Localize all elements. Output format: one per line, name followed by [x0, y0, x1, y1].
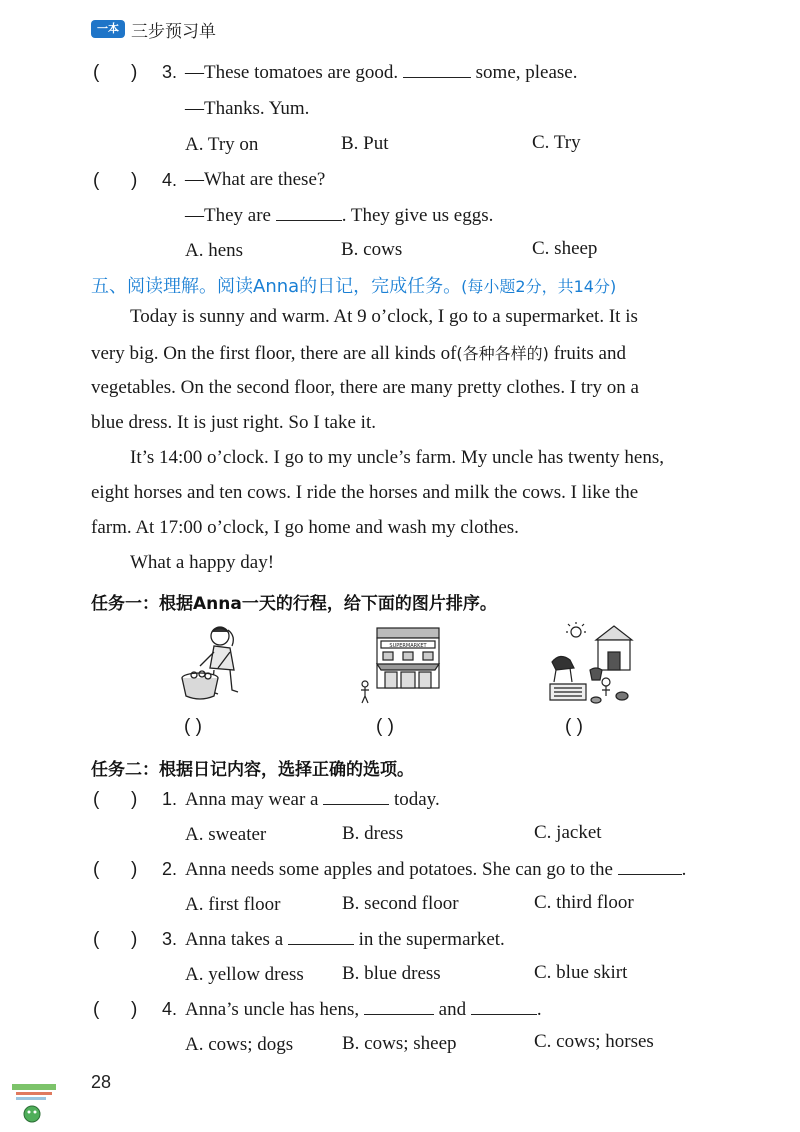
section-score: (每小题2分，共14分)	[461, 277, 617, 296]
option-a[interactable]: A. sweater	[185, 824, 267, 845]
passage-line: blue dress. It is just right. So I take it.	[91, 412, 376, 433]
question-number: 3.	[162, 62, 178, 82]
passage-gloss: (各种各样的)	[456, 344, 549, 363]
picture-order-paren[interactable]: ( )	[565, 716, 583, 737]
task1-title: 任务一：根据Anna一天的行程，给下面的图片排序。	[91, 594, 497, 614]
stem-after: .	[536, 999, 542, 1020]
corner-badge-icon	[10, 1082, 58, 1126]
option-b[interactable]: B. second floor	[342, 893, 459, 914]
option-b[interactable]: B. cows; sheep	[342, 1033, 457, 1054]
answer-paren[interactable]: ( )	[93, 929, 138, 950]
page-header-title: 三步预习单	[131, 22, 216, 42]
answer-blank[interactable]	[276, 204, 342, 221]
option-c[interactable]: C. Try	[532, 132, 581, 153]
line-after: . They give us eggs.	[341, 205, 494, 226]
answer-paren[interactable]: ( )	[93, 62, 138, 83]
answer-blank[interactable]	[403, 61, 471, 78]
passage-line: Today is sunny and warm. At 9 o’clock, I go to a supermarket. It is	[130, 306, 638, 327]
line-before: —They are	[185, 205, 271, 226]
answer-paren[interactable]: ( )	[93, 999, 138, 1020]
question-stem	[185, 788, 440, 811]
option-b[interactable]: B. blue dress	[342, 963, 441, 984]
section-heading	[91, 272, 616, 298]
section-title: 五、阅读理解。阅读Anna的日记，完成任务。	[91, 276, 462, 297]
stem-before: Anna takes a	[185, 929, 284, 950]
picture-order-paren[interactable]: ( )	[376, 716, 394, 737]
stem-after: .	[681, 859, 687, 880]
answer-paren[interactable]: ( )	[93, 859, 138, 880]
passage-text: fruits and	[548, 343, 626, 364]
question-stem	[185, 61, 577, 84]
answer-paren[interactable]: ( )	[93, 789, 138, 810]
supermarket-sign: SUPERMARKET	[389, 643, 427, 649]
question-number: 4.	[162, 170, 178, 190]
option-a[interactable]: A. first floor	[185, 894, 281, 915]
option-b[interactable]: B. dress	[342, 823, 404, 844]
dialogue-line	[185, 204, 493, 227]
option-a[interactable]: A. yellow dress	[185, 964, 304, 985]
answer-blank[interactable]	[618, 858, 682, 875]
passage-line: It’s 14:00 o’clock. I go to my uncle’s farm. My uncle has twenty hens,	[130, 447, 665, 468]
answer-blank[interactable]	[364, 998, 434, 1015]
passage-line: What a happy day!	[130, 552, 275, 573]
option-a[interactable]: A. cows; dogs	[185, 1034, 294, 1055]
question-number: 3.	[162, 929, 178, 949]
question-stem	[185, 998, 542, 1021]
stem-before: Anna may wear a	[185, 789, 319, 810]
question-number: 1.	[162, 789, 178, 809]
stem-before: Anna’s uncle has hens,	[185, 999, 360, 1020]
option-c[interactable]: C. third floor	[534, 892, 634, 913]
question-stem	[185, 858, 686, 881]
option-c[interactable]: C. jacket	[534, 822, 602, 843]
question-number: 4.	[162, 999, 178, 1019]
page-number: 28	[91, 1072, 112, 1092]
stem-after: some, please.	[475, 62, 578, 83]
stem-before: —These tomatoes are good.	[185, 62, 399, 83]
stem-after: today.	[393, 789, 440, 810]
stem-after: in the supermarket.	[358, 929, 505, 950]
option-a[interactable]: A. Try on	[185, 134, 259, 155]
washing-clothes-image	[178, 622, 246, 708]
picture-order-paren[interactable]: ( )	[184, 716, 202, 737]
option-c[interactable]: C. blue skirt	[534, 962, 628, 983]
passage-line: farm. At 17:00 o’clock, I go home and wash my clothes.	[91, 517, 519, 538]
answer-blank[interactable]	[323, 788, 389, 805]
option-b[interactable]: B. cows	[341, 239, 403, 260]
stem-mid: and	[438, 999, 467, 1020]
option-c[interactable]: C. cows; horses	[534, 1031, 654, 1052]
passage-text: very big. On the first floor, there are all kinds of	[91, 343, 457, 364]
passage-line	[91, 341, 626, 365]
farm-image	[546, 622, 636, 706]
task2-title: 任务二：根据日记内容，选择正确的选项。	[91, 760, 414, 780]
answer-paren[interactable]: ( )	[93, 170, 138, 191]
option-c[interactable]: C. sheep	[532, 238, 598, 259]
question-stem	[185, 928, 505, 951]
answer-blank[interactable]	[288, 928, 354, 945]
brand-logo: 一本	[91, 20, 125, 38]
answer-blank[interactable]	[471, 998, 537, 1015]
question-stem: —What are these?	[185, 169, 326, 190]
passage-line: eight horses and ten cows. I ride the horses and milk the cows. I like the	[91, 482, 639, 503]
supermarket-image	[357, 626, 445, 706]
option-a[interactable]: A. hens	[185, 240, 244, 261]
option-b[interactable]: B. Put	[341, 133, 389, 154]
dialogue-line: —Thanks. Yum.	[185, 98, 310, 119]
question-number: 2.	[162, 859, 178, 879]
stem-before: Anna needs some apples and potatoes. She can go to the	[185, 859, 613, 880]
passage-line: vegetables. On the second floor, there are many pretty clothes. I try on a	[91, 377, 639, 398]
